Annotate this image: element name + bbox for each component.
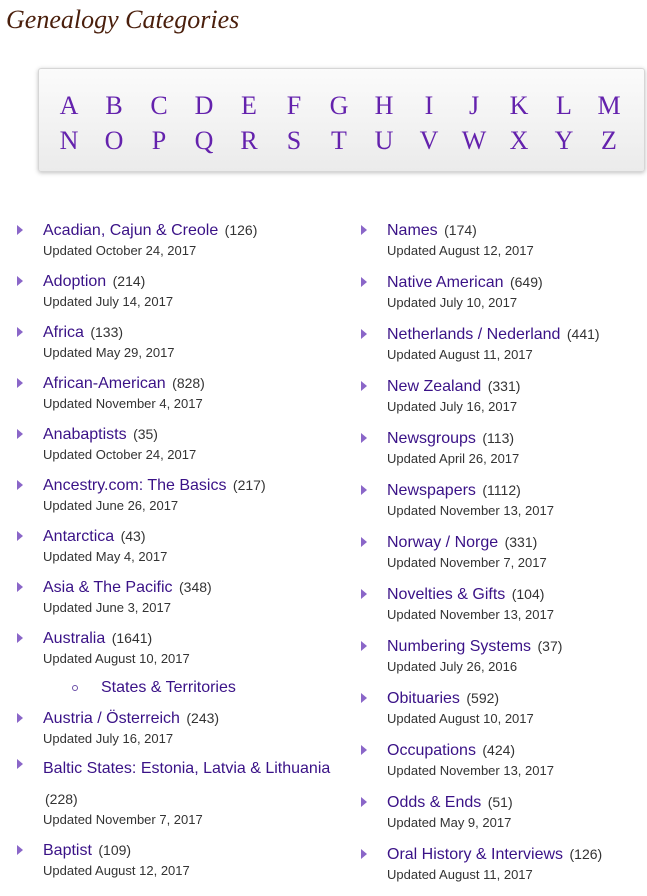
- category-count: (331): [504, 534, 538, 550]
- category-count: (43): [120, 528, 146, 544]
- category-link[interactable]: Occupations: [387, 742, 476, 759]
- category-count: (37): [537, 638, 563, 654]
- category-item: [360, 376, 645, 417]
- category-title-line: [387, 688, 645, 709]
- category-link[interactable]: Australia: [43, 630, 106, 647]
- category-updated-date: Updated June 26, 2017: [43, 498, 179, 513]
- category-title-line: [387, 480, 645, 501]
- letter-link-l[interactable]: L: [556, 91, 572, 120]
- letter-link-p[interactable]: P: [151, 126, 167, 155]
- letter-link-q[interactable]: Q: [194, 126, 214, 155]
- category-count: (331): [487, 378, 521, 394]
- category-updated-date: Updated August 12, 2017: [43, 863, 190, 878]
- letter-link-c[interactable]: C: [150, 91, 168, 120]
- category-updated-date: Updated July 10, 2017: [387, 295, 518, 310]
- category-updated-date: Updated November 7, 2017: [43, 812, 203, 827]
- category-item: [16, 754, 346, 830]
- category-title-line: [43, 526, 346, 547]
- category-item: [16, 424, 346, 465]
- category-item: [16, 840, 346, 881]
- category-updated-date: Updated August 10, 2017: [387, 711, 534, 726]
- category-link[interactable]: Netherlands / Nederland: [387, 326, 561, 343]
- letter-link-k[interactable]: K: [509, 91, 529, 120]
- triangle-arrow-icon: [361, 485, 367, 495]
- category-updated-date: Updated August 11, 2017: [387, 347, 533, 362]
- category-link[interactable]: Antarctica: [43, 528, 115, 545]
- category-updated-date: Updated May 4, 2017: [43, 549, 168, 564]
- letter-link-w[interactable]: W: [461, 126, 487, 155]
- category-count: (828): [172, 375, 205, 391]
- category-item: [360, 220, 645, 261]
- category-item: [16, 475, 346, 516]
- category-updated-date: Updated May 29, 2017: [43, 345, 175, 360]
- category-title-line: [387, 376, 645, 397]
- category-count: (133): [90, 324, 124, 340]
- triangle-arrow-icon: [361, 693, 367, 703]
- category-item: [16, 708, 346, 749]
- triangle-arrow-icon: [361, 381, 367, 391]
- category-title-line: [387, 844, 645, 865]
- category-item: [16, 220, 346, 261]
- category-updated-date: Updated August 10, 2017: [43, 651, 190, 666]
- category-link[interactable]: Africa: [43, 324, 84, 341]
- category-title-line: [43, 373, 346, 394]
- triangle-arrow-icon: [361, 329, 367, 339]
- category-link[interactable]: Native American: [387, 274, 504, 291]
- letter-link-v[interactable]: V: [419, 126, 439, 155]
- category-title-line: [43, 754, 346, 815]
- category-title-line: [43, 628, 346, 649]
- category-item: [360, 740, 645, 781]
- category-item: [360, 532, 645, 573]
- category-title-line: [43, 220, 346, 241]
- triangle-arrow-icon: [361, 849, 367, 859]
- category-item: [16, 271, 346, 312]
- category-updated-date: Updated October 24, 2017: [43, 447, 197, 462]
- triangle-arrow-icon: [361, 433, 367, 443]
- triangle-arrow-icon: [17, 759, 23, 769]
- category-link[interactable]: Oral History & Interviews: [387, 846, 564, 863]
- letter-link-u[interactable]: U: [374, 126, 394, 155]
- category-link[interactable]: Odds & Ends: [387, 794, 482, 811]
- category-title-line: [43, 271, 346, 292]
- category-item: [16, 322, 346, 363]
- triangle-arrow-icon: [17, 845, 23, 855]
- category-updated-date: Updated November 13, 2017: [387, 503, 554, 518]
- category-title-line: [387, 272, 645, 293]
- category-title-line: [387, 740, 645, 761]
- category-title-line: [387, 324, 645, 345]
- category-link[interactable]: Novelties & Gifts: [387, 586, 506, 603]
- category-link[interactable]: Norway / Norge: [387, 534, 499, 551]
- category-updated-date: Updated November 7, 2017: [387, 555, 547, 570]
- triangle-arrow-icon: [17, 633, 23, 643]
- category-count: (649): [509, 274, 543, 290]
- category-count: (243): [186, 710, 220, 726]
- category-updated-date: Updated July 16, 2017: [387, 399, 518, 414]
- category-link[interactable]: Adoption: [43, 273, 107, 290]
- category-link[interactable]: Ancestry.com: The Basics: [43, 477, 227, 494]
- category-title-line: [43, 322, 346, 343]
- letter-link-r[interactable]: R: [240, 126, 258, 155]
- alphabet-index: [38, 68, 645, 172]
- letter-link-b[interactable]: B: [105, 91, 123, 120]
- category-updated-date: Updated August 12, 2017: [387, 243, 534, 258]
- triangle-arrow-icon: [361, 641, 367, 651]
- category-item: [360, 688, 645, 729]
- page-title: Genealogy Categories: [6, 5, 240, 34]
- triangle-arrow-icon: [361, 537, 367, 547]
- letter-link-m[interactable]: M: [597, 91, 621, 120]
- letter-link-i[interactable]: I: [424, 91, 434, 120]
- category-count: (348): [179, 579, 212, 595]
- category-count: (109): [98, 842, 132, 858]
- category-item: [360, 584, 645, 625]
- letter-link-s[interactable]: S: [286, 126, 302, 155]
- category-link[interactable]: Asia & The Pacific: [43, 579, 173, 596]
- triangle-arrow-icon: [17, 480, 23, 490]
- letter-link-o[interactable]: O: [104, 126, 124, 155]
- letter-link-x[interactable]: X: [509, 126, 529, 155]
- category-updated-date: Updated May 9, 2017: [387, 815, 512, 830]
- category-link[interactable]: Baltic States: Estonia, Latvia & Lithuania: [43, 760, 331, 777]
- triangle-arrow-icon: [361, 589, 367, 599]
- category-item: [360, 636, 645, 677]
- subcategory-link[interactable]: States & Territories: [101, 679, 236, 696]
- category-item: [16, 526, 346, 567]
- triangle-arrow-icon: [17, 429, 23, 439]
- category-updated-date: Updated April 26, 2017: [387, 451, 520, 466]
- category-title-line: [43, 708, 346, 729]
- category-link[interactable]: Anabaptists: [43, 426, 127, 443]
- category-list-left: [16, 220, 346, 891]
- triangle-arrow-icon: [361, 745, 367, 755]
- category-count: (228): [45, 791, 78, 807]
- category-item: [360, 428, 645, 469]
- category-list-right: [360, 220, 645, 896]
- category-count: (214): [112, 273, 146, 289]
- category-item: [16, 373, 346, 414]
- subcategory-item: [43, 678, 346, 698]
- category-link[interactable]: African-American: [43, 375, 166, 392]
- letter-link-y[interactable]: Y: [554, 126, 574, 155]
- category-count: (35): [133, 426, 158, 442]
- category-count: (1641): [111, 630, 153, 646]
- category-updated-date: Updated July 26, 2016: [387, 659, 518, 674]
- category-item: [360, 272, 645, 313]
- category-updated-date: Updated June 3, 2017: [43, 600, 171, 615]
- category-link[interactable]: Newsgroups: [387, 430, 476, 447]
- category-title-line: [387, 532, 645, 553]
- category-title-line: [43, 424, 346, 445]
- letter-link-f[interactable]: F: [286, 91, 302, 120]
- category-updated-date: Updated November 13, 2017: [387, 607, 554, 622]
- category-title-line: [387, 428, 645, 449]
- category-title-line: [387, 792, 645, 813]
- category-link[interactable]: Newspapers: [387, 482, 476, 499]
- category-item: [360, 792, 645, 833]
- letter-link-d[interactable]: D: [194, 91, 214, 120]
- category-title-line: [387, 220, 645, 241]
- category-count: (104): [511, 586, 545, 602]
- letter-link-j[interactable]: J: [468, 91, 480, 120]
- letter-link-t[interactable]: T: [331, 126, 347, 155]
- category-updated-date: Updated July 14, 2017: [43, 294, 174, 309]
- category-count: (424): [482, 742, 516, 758]
- category-link[interactable]: Acadian, Cajun & Creole: [43, 222, 219, 239]
- category-count: (592): [466, 690, 500, 706]
- letter-link-g[interactable]: G: [329, 91, 349, 120]
- category-link[interactable]: New Zealand: [387, 378, 482, 395]
- letter-link-a[interactable]: A: [59, 91, 79, 120]
- category-title-line: [387, 636, 645, 657]
- category-updated-date: Updated November 4, 2017: [43, 396, 203, 411]
- category-link[interactable]: Names: [387, 222, 438, 239]
- triangle-arrow-icon: [17, 276, 23, 286]
- category-title-line: [43, 577, 346, 598]
- category-count: (441): [566, 326, 600, 342]
- category-updated-date: Updated October 24, 2017: [43, 243, 197, 258]
- category-updated-date: Updated August 11, 2017: [387, 867, 533, 882]
- category-updated-date: Updated July 16, 2017: [43, 731, 174, 746]
- category-item: [16, 577, 346, 618]
- category-count: (113): [482, 430, 515, 446]
- category-link[interactable]: Numbering Systems: [387, 638, 532, 655]
- triangle-arrow-icon: [17, 225, 23, 235]
- category-link[interactable]: Austria / Österreich: [43, 710, 180, 727]
- category-link[interactable]: Obituaries: [387, 690, 460, 707]
- category-count: (174): [444, 222, 477, 238]
- circle-bullet-icon: [72, 685, 78, 691]
- category-count: (126): [224, 222, 258, 238]
- category-item: [16, 628, 346, 698]
- triangle-arrow-icon: [17, 531, 23, 541]
- triangle-arrow-icon: [361, 225, 367, 235]
- triangle-arrow-icon: [17, 582, 23, 592]
- category-title-line: [387, 584, 645, 605]
- category-count: (1112): [482, 482, 521, 498]
- triangle-arrow-icon: [17, 378, 23, 388]
- triangle-arrow-icon: [17, 713, 23, 723]
- category-title-line: [43, 840, 346, 861]
- triangle-arrow-icon: [17, 327, 23, 337]
- category-item: [360, 480, 645, 521]
- category-link[interactable]: Baptist: [43, 842, 92, 859]
- letter-link-z[interactable]: Z: [601, 126, 617, 155]
- category-count: (126): [569, 846, 603, 862]
- category-item: [360, 324, 645, 365]
- triangle-arrow-icon: [361, 277, 367, 287]
- category-title-line: [43, 475, 346, 496]
- triangle-arrow-icon: [361, 797, 367, 807]
- letter-link-h[interactable]: H: [374, 91, 394, 120]
- category-count: (51): [487, 794, 513, 810]
- category-count: (217): [232, 477, 266, 493]
- category-item: [360, 844, 645, 885]
- category-updated-date: Updated November 13, 2017: [387, 763, 554, 778]
- letter-link-n[interactable]: N: [59, 126, 79, 155]
- letter-link-e[interactable]: E: [241, 91, 257, 120]
